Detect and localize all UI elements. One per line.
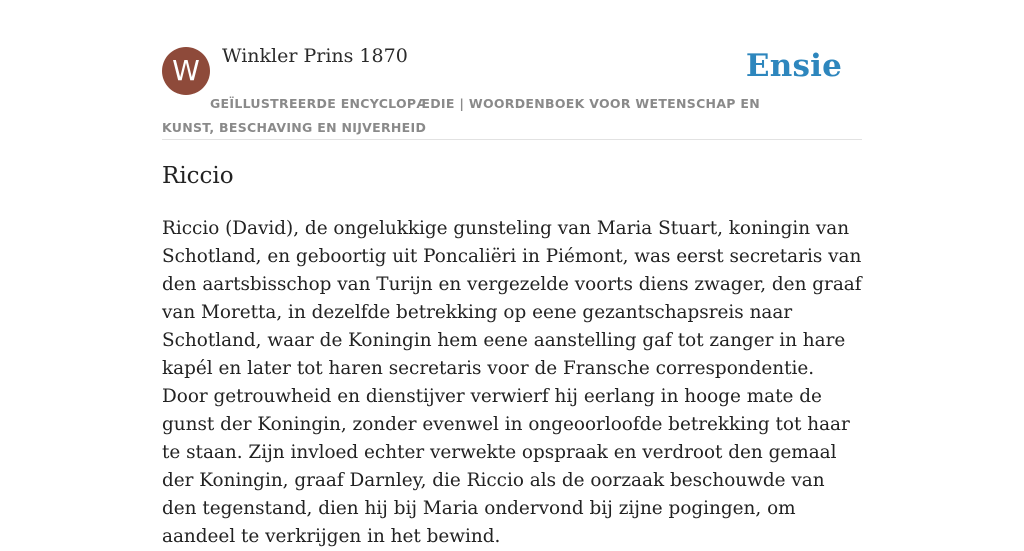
article-body: Riccio (David), de ongelukkige gunsteling van Maria Stuart, koningin van Schotland, en geboortig uit Poncaliëri in Piémont, was eerst secretaris van den aartsbisschop van Turijn en vergezelde voorts diens zwager, den graaf van Moretta, in dezelfde betrekking op eene gezantschapsreis naar Schotland, waar de Koningin hem eene aanstelling gaf tot zanger in hare kapél en later tot haren secretaris voor de Fransche correspondentie. Door getrouwheid en dienstijver verwierf hij eerlang in hooge mate de gunst der Koningin, zonder evenwel in ongeoorloofde betrekking tot haar te staan. Zijn invloed echter verwekte opspraak en verdroot den gemaal der Koningin, graaf Darnley, die Riccio als de oorzaak beschouwde van den tegenstand, dien hij bij Maria ondervond bij zijne pogingen, om aandeel te verkrijgen in het bewind.: [162, 218, 862, 547]
source-title-link[interactable]: Winkler Prins 1870: [222, 45, 408, 67]
source-subtitle: GEÏLLUSTREERDE ENCYCLOPÆDIE | WOORDENBOEK VOOR WETENSCHAP EN KUNST, BESCHAVING EN NIJVERHEID: [162, 96, 760, 135]
article-title: Riccio: [162, 163, 234, 189]
ensie-logo[interactable]: Ensie: [745, 48, 842, 84]
source-avatar[interactable]: W: [162, 47, 210, 95]
site-header: [162, 0, 862, 140]
